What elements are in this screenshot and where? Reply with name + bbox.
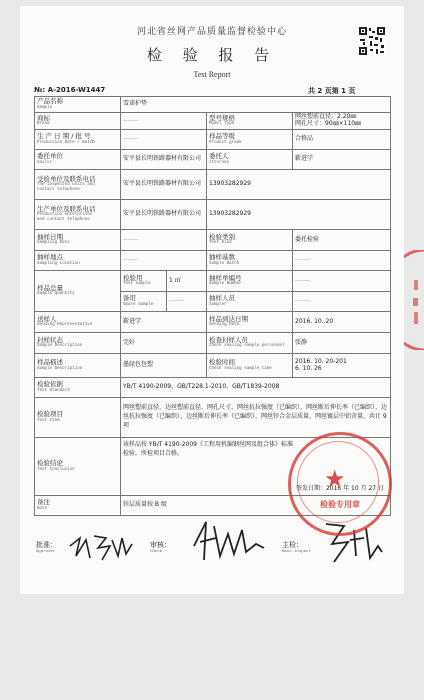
brand-label: 商标	[37, 113, 50, 122]
seal-person-label: 检查封样人员	[209, 335, 248, 344]
check-time-value-1: 2016. 10. 20-201	[295, 357, 347, 365]
sample-description-label-en: Sample Description	[37, 366, 83, 371]
table-row	[35, 200, 391, 230]
brand-label-en: Brand	[37, 122, 50, 127]
sampling-location-label: 抽样地点	[37, 253, 63, 262]
model-value-diameter: 网丝塑前直径：2.20㎜	[295, 113, 357, 121]
report-number: №: A-2016-W1447	[34, 86, 106, 94]
attorney-label-en: Attorney	[209, 160, 230, 165]
approver-signature	[66, 526, 136, 566]
test-kind-label: 检验类别	[209, 232, 235, 241]
model-label-en: Model Type	[209, 122, 235, 127]
seal-status-value: 完好	[121, 333, 207, 354]
spare-sample-label-en: Spare Sample	[123, 302, 154, 307]
test-sample-label-en: Test sample	[123, 282, 151, 287]
inspected-unit-label: 受检单位及联系电话	[37, 174, 96, 183]
sender-label-en: Sending Representative	[37, 323, 93, 328]
product-name-label: 产品名称	[37, 97, 63, 106]
client-label-en: Sailor	[37, 160, 53, 165]
grade-label-en: Product grade	[209, 140, 242, 145]
test-sample-value: 1 ㎡	[167, 271, 207, 292]
test-items-value: 网丝塑前直径、边丝塑前直径、网孔尺寸、网丝抗拉强度（已编织）、网丝断后伸长率（已编织）、边丝抗拉强度（已编织）、边丝断后伸长率（已编织）、网丝锌合金层质量、网丝镀层中铝含量，共计 9 项	[121, 398, 391, 438]
remark-label: 备注	[37, 498, 50, 507]
table-row	[35, 378, 391, 398]
edge-seal-fragment	[404, 250, 424, 350]
test-kind-label-en: Test Kind	[209, 241, 232, 246]
table-row	[35, 170, 391, 200]
standard-label-en: Test Standard	[37, 388, 70, 393]
sample-description-value: 墨绿色包塑	[121, 354, 207, 378]
check-time-value-2: 6. 10. 26	[295, 364, 322, 372]
sending-date-label: 样品到达日期	[209, 314, 248, 323]
sample-number-value: -------	[293, 271, 391, 292]
seal-star-icon: ★	[324, 465, 346, 493]
sampling-date-label: 抽样日期	[37, 232, 63, 241]
test-items-label-en: Test Item	[37, 418, 60, 423]
model-label: 型号规格	[209, 113, 235, 122]
producer-value: 安平县长明铁路器材有限公司	[121, 200, 207, 230]
approver-label: 批准：	[36, 541, 57, 549]
quantity-label-en: Sample Quantity	[37, 292, 75, 297]
sending-date-label-en: Sending Date	[209, 323, 240, 328]
quantity-label: 样品总量	[37, 283, 63, 292]
reviewer-label-en: Check	[150, 550, 163, 554]
grade-label: 样品等级	[209, 132, 235, 141]
sampling-batch-label-en: Sample Batch	[209, 261, 240, 266]
report-title-en: Test Report	[193, 70, 231, 79]
sample-number-label-en: Sample Number	[209, 282, 242, 287]
table-row	[35, 271, 391, 292]
sender-value: 靳进学	[121, 312, 207, 333]
producer-label: 生产单位及联系电话	[37, 204, 96, 213]
client-value: 安平县长明铁路器材有限公司	[121, 150, 207, 170]
sampling-date-label-en: Sampling Date	[37, 241, 70, 246]
sampling-batch-value: -------	[293, 251, 391, 271]
sign-date: 签发日期：2016 年 10 月 27 日	[295, 485, 385, 493]
main-inspector-block	[282, 540, 311, 554]
sampling-date-value: -------	[121, 230, 207, 251]
conclusion-label: 检验结论	[37, 459, 63, 468]
client-label: 委托单位	[37, 152, 63, 161]
approver-block	[36, 540, 57, 554]
check-time-label-en: Check sealing sample time	[209, 366, 272, 371]
table-row	[35, 113, 391, 130]
inspected-unit-value: 安平县长明铁路器材有限公司	[121, 170, 207, 200]
remark-value: 锌层质量按 B 级	[121, 496, 391, 516]
table-row	[35, 251, 391, 271]
seal-status-label: 封样状态	[37, 335, 63, 344]
sample-description-label: 样品描述	[37, 358, 63, 367]
official-seal	[288, 432, 392, 536]
inspected-unit-tel: 13903282929	[207, 170, 391, 200]
test-kind-value: 委托检验	[293, 230, 391, 251]
check-time-label: 检验时间	[209, 358, 235, 367]
table-row	[35, 97, 391, 113]
sending-date-value: 2016. 10. 20	[293, 312, 391, 333]
inspected-unit-label-en-2: contact telephone	[37, 188, 80, 193]
sender-label: 送样人	[37, 314, 57, 323]
sampler-label: 抽样人员	[209, 294, 235, 303]
main-inspector-label-en: Main inspect	[282, 550, 311, 554]
product-name-label-en: Sample	[37, 105, 53, 110]
page-info: 共 2 页第 1 页	[308, 87, 356, 95]
product-name-value: 雪诺护垫	[121, 97, 391, 113]
production-date-value: -------	[121, 130, 207, 150]
attorney-value: 靳进学	[293, 150, 391, 170]
qr-code-icon	[358, 26, 386, 56]
table-row	[35, 333, 391, 354]
producer-label-en-1: Production enterprises	[37, 213, 93, 218]
seal-person-value: 张静	[293, 333, 391, 354]
table-row	[35, 130, 391, 150]
organization-name: 河北省丝网产品质量监督检验中心	[136, 27, 287, 37]
seal-text: 检验专用章	[320, 500, 360, 509]
attorney-label: 委托人	[209, 152, 229, 161]
table-row	[35, 312, 391, 333]
sample-number-label: 抽样单编号	[209, 273, 242, 282]
spare-sample-label: 备用	[123, 294, 136, 303]
sampling-location-label-en: Sampling Location	[37, 261, 80, 266]
report-title: 检 验 报 告	[146, 46, 278, 64]
reviewer-label: 审核：	[150, 541, 171, 549]
seal-person-label-en: Check sealing sample personnel	[209, 344, 285, 349]
standard-value: YB/T 4190-2009、GB/T228.1-2010、GB/T1839-2008	[121, 378, 391, 398]
reviewer-block	[150, 540, 171, 554]
producer-label-en-2: and contact telephone	[37, 218, 90, 223]
grade-value: 合格品	[293, 130, 391, 150]
remark-label-en: Note	[37, 506, 48, 511]
producer-tel: 13903282929	[207, 200, 391, 230]
test-sample-label: 检验用	[123, 273, 143, 282]
production-date-label-en: Production Date / Batch	[37, 140, 95, 145]
inspected-unit-label-en-1: The inspected units and	[37, 183, 95, 188]
reviewer-signature	[190, 516, 268, 566]
model-value-mesh: 网孔尺寸：90㎜×110㎜	[295, 120, 362, 127]
conclusion-label-en: Test Conclusion	[37, 467, 75, 472]
table-row	[35, 354, 391, 378]
sampling-batch-label: 抽样基数	[209, 253, 235, 262]
sampler-label-en: Sampler	[209, 302, 227, 307]
approver-label-en: Approver	[36, 550, 56, 554]
conclusion-value: 该样品按 YB/T 4190-2009《工程用机编钢丝网及组合体》标准检验，所检项目合格。	[123, 441, 293, 457]
sampler-value: -------	[293, 292, 391, 312]
seal-status-label-en: Sample Description	[37, 344, 83, 349]
table-row	[35, 230, 391, 251]
sampling-location-value: -------	[121, 251, 207, 271]
test-items-label: 检验项目	[37, 410, 63, 419]
spare-sample-value: -------	[167, 292, 207, 312]
main-inspector-label: 主检：	[282, 541, 303, 549]
brand-value: -------	[121, 113, 207, 130]
standard-label: 检验依据	[37, 380, 63, 389]
table-row	[35, 150, 391, 170]
production-date-label: 生 产 日 期 / 批 号	[37, 132, 91, 141]
